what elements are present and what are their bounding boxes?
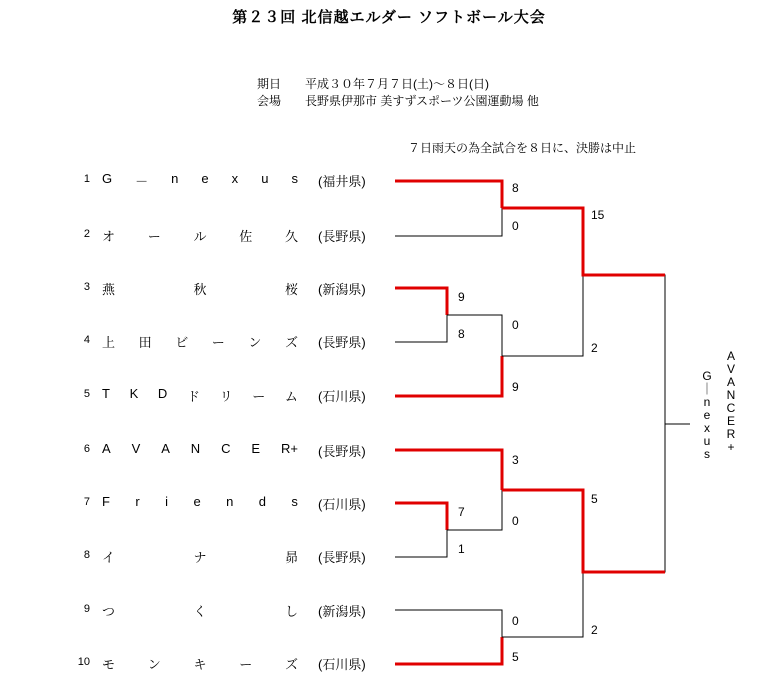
team-name-char: イ <box>102 550 116 565</box>
team-name-char: i <box>165 494 169 509</box>
team-name-char: K <box>129 386 139 401</box>
score-m3-t5: 9 <box>512 380 519 394</box>
team-prefecture: (長野県) <box>318 229 366 244</box>
team-prefecture: (長野県) <box>318 335 366 350</box>
team-name-char: ン <box>248 335 262 350</box>
score-m5-t7: 7 <box>458 505 465 519</box>
team-prefecture: (長野県) <box>318 550 366 565</box>
finalist-char: ｜ <box>700 382 713 396</box>
bracket-line-sf2-top <box>502 490 583 572</box>
team-prefecture: (石川県) <box>318 389 366 404</box>
team-name-char: ビ <box>175 335 189 350</box>
team-name-char: x <box>231 171 239 186</box>
finalist-char: N <box>726 388 736 402</box>
team-name-char: ナ <box>193 550 207 565</box>
period-label: 期日 <box>257 77 282 91</box>
team-name-char: 桜 <box>284 282 298 297</box>
score-m2-t3: 9 <box>458 290 465 304</box>
team-name-char: G <box>102 171 113 186</box>
team-name-char: A <box>161 441 170 456</box>
team-number: 10 <box>77 656 90 668</box>
team-name-char: － <box>135 174 149 189</box>
score-m5-t8: 1 <box>458 542 465 556</box>
team-name-char: ズ <box>284 657 298 672</box>
score-sf2-top: 5 <box>591 492 598 506</box>
finalist-char: s <box>704 447 710 461</box>
bracket-line-t7 <box>395 503 447 530</box>
team-name-char: 田 <box>138 335 152 350</box>
score-m1-t1: 8 <box>512 181 519 195</box>
team-name-char: ー <box>239 657 253 672</box>
team-number: 9 <box>83 603 90 615</box>
score-m6-w: 0 <box>512 514 519 528</box>
finalist-char: x <box>704 421 710 435</box>
team-name-char: く <box>193 604 207 619</box>
score-sf2-bot: 2 <box>591 623 598 637</box>
team-number: 3 <box>83 281 90 293</box>
team-name-char: s <box>291 494 298 509</box>
team-name-char: ド <box>186 389 200 404</box>
finalist-char: A <box>726 349 735 363</box>
finalist-char: e <box>703 408 711 422</box>
finalist-left <box>700 370 714 461</box>
team-name-char: ム <box>284 389 298 404</box>
bracket-line-sf1-bot <box>502 275 583 356</box>
team-number: 1 <box>83 173 90 185</box>
bracket-line-t4 <box>395 315 447 342</box>
team-name-char: し <box>284 604 298 619</box>
team-name-char: 佐 <box>239 229 253 244</box>
team-name-char: V <box>131 441 141 456</box>
team-name-char: s <box>291 171 298 186</box>
team-name-char: E <box>251 441 261 456</box>
team-number: 2 <box>83 228 90 240</box>
team-name-char: T <box>102 386 110 401</box>
team-name-char: e <box>193 494 201 509</box>
team-prefecture: (新潟県) <box>318 604 366 619</box>
team-prefecture: (福井県) <box>318 174 366 189</box>
team-name-char: 上 <box>102 335 116 350</box>
finalist-right <box>724 350 738 454</box>
team-name-char: つ <box>102 604 116 619</box>
team-name-char: リ <box>219 389 233 404</box>
team-name-char: 昴 <box>284 550 298 565</box>
score-sf1-top: 15 <box>591 208 605 222</box>
team-name-char: n <box>226 494 234 509</box>
team-name-char: オ <box>102 229 116 244</box>
team-name-char: u <box>261 171 269 186</box>
bracket-line-m5w <box>447 490 502 530</box>
team-number: 7 <box>83 496 90 508</box>
finalist-char: A <box>726 375 735 389</box>
team-prefecture: (新潟県) <box>318 282 366 297</box>
team-name-char: D <box>157 386 168 401</box>
team-name-char: ン <box>147 657 161 672</box>
bracket-line-t9 <box>395 610 502 637</box>
team-name-char: キ <box>193 657 207 672</box>
team-name-char: R+ <box>281 441 298 456</box>
team-name-char: N <box>190 441 201 456</box>
team-name-char: e <box>201 171 209 186</box>
team-number: 5 <box>83 388 90 400</box>
bracket-line-t2 <box>395 208 502 236</box>
score-m4-t6: 3 <box>512 453 519 467</box>
bracket-line-t8 <box>395 530 447 557</box>
finalist-char: G <box>702 369 712 383</box>
team-name-char: ー <box>147 229 161 244</box>
team-number: 6 <box>83 443 90 455</box>
team-name-char: d <box>258 494 266 509</box>
finalist-char: E <box>726 414 735 428</box>
team-name-char: r <box>135 494 140 509</box>
venue-value: 長野県伊那市 美すずスポーツ公園運動場 他 <box>305 94 539 108</box>
team-prefecture: (石川県) <box>318 657 366 672</box>
team-number: 8 <box>83 549 90 561</box>
bracket-line-t6 <box>395 450 502 490</box>
team-name-char: A <box>102 441 111 456</box>
team-name-char: F <box>102 494 110 509</box>
team-name-char: n <box>171 171 179 186</box>
team-prefecture: (長野県) <box>318 444 366 459</box>
team-name-char: ー <box>252 389 266 404</box>
finalist-char: V <box>726 362 735 376</box>
bracket-line-t10 <box>395 637 502 664</box>
score-m7-t9: 0 <box>512 614 519 628</box>
finalist-char: R <box>726 427 736 441</box>
finalist-char: + <box>727 440 735 454</box>
team-name-char: C <box>221 441 231 456</box>
team-name-char: 久 <box>284 229 298 244</box>
score-m7-t10: 5 <box>512 650 519 664</box>
team-name-char: モ <box>102 657 116 672</box>
score-m1-t2: 0 <box>512 219 519 233</box>
venue-label: 会場 <box>257 94 282 108</box>
rain-note: ７日雨天の為全試合を８日に、決勝は中止 <box>408 141 637 155</box>
team-name-char: ル <box>193 229 207 244</box>
finalist-char: n <box>703 395 711 409</box>
team-name-char: 燕 <box>102 282 116 297</box>
page-title: 第２３回 北信越エルダー ソフトボール大会 <box>232 9 546 26</box>
team-number: 4 <box>83 334 90 346</box>
team-name-char: 秋 <box>193 282 207 297</box>
team-name-char: ー <box>211 335 225 350</box>
bracket-line-t5 <box>395 356 502 396</box>
team-name-char: ズ <box>284 335 298 350</box>
score-sf1-bot: 2 <box>591 341 598 355</box>
team-prefecture: (石川県) <box>318 497 366 512</box>
finalist-char: C <box>726 401 736 415</box>
finalist-char: u <box>703 434 711 448</box>
bracket-line-t3 <box>395 288 447 315</box>
period-value: 平成３０年７月７日(土)～８日(日) <box>305 77 489 91</box>
bracket-line-m2w <box>447 315 502 356</box>
bracket-line-t1 <box>395 181 502 208</box>
score-m3-w: 0 <box>512 318 519 332</box>
score-m2-t4: 8 <box>458 327 465 341</box>
